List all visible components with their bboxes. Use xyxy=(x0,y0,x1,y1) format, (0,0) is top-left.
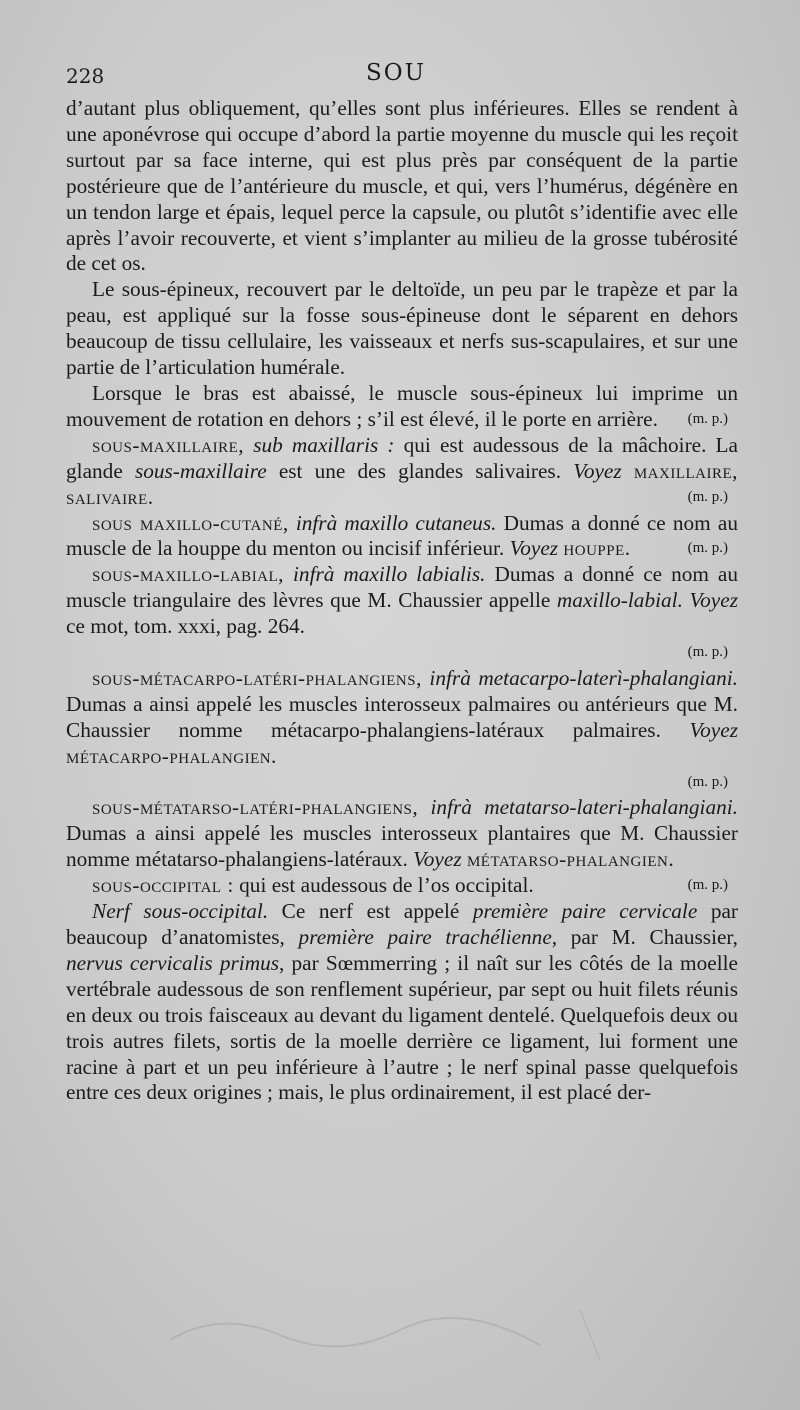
author-signature: (m. p.) xyxy=(687,540,728,557)
paragraph-lead: Nerf sous-occipital. xyxy=(92,899,269,924)
entry-term: sous-maxillaire, xyxy=(92,432,245,457)
entry-term: sous-métatarso-latéri-phalangiens, xyxy=(92,795,419,820)
dictionary-entry xyxy=(66,433,738,511)
entry-text: Dumas a donné ce nom au muscle triangulaire des lèvres que M. Chaussier appelle xyxy=(66,562,739,613)
author-signature: (m. p.) xyxy=(687,877,728,894)
dictionary-entry xyxy=(66,873,738,899)
paragraph-text: , par M. Chaussier, xyxy=(551,925,738,949)
entry-text: Dumas a ainsi appelé les muscles interosseux plantaires que M. Chaussier nomme métatarso-phalangiens-latéraux. xyxy=(66,821,738,872)
entry-text: qui est audessous de la mâchoire. La glande xyxy=(66,432,739,483)
body-text xyxy=(66,96,738,1106)
paragraph-text: par beaucoup d’anatomistes, xyxy=(66,899,739,949)
paragraph-text: Ce nerf est appelé xyxy=(281,899,460,924)
page-number: 228 xyxy=(66,64,105,88)
cross-reference: maxillaire, salivaire. xyxy=(66,458,738,509)
page-header xyxy=(66,60,738,96)
entry-latin: sub maxillaris : xyxy=(253,432,395,457)
paragraph-text: Lorsque le bras est abaissé, le muscle sous-épineux lui imprime un mouvement de rotation en dehors ; s’il est élevé, il le porte en arrière. xyxy=(66,380,738,431)
cross-reference: métacarpo-phalangien. xyxy=(66,743,277,768)
paragraph-text: , par Sœmmerring ; il naît sur les côtés de la moelle vertébrale audessous de son renflement supérieur, par sept ou huit filets réunis en deux ou trois faisceaux au devant du ligament dentelé. Quelquefois deux ou trois autres filets, sortis de la moelle derrière ce ligament, lui forment une racine à part et un peu inférieure à l’autre ; le nerf spinal passe quelquefois entre ces deux origines ; mais, le plus ordinairement, il est placé der- xyxy=(66,950,738,1105)
paragraph xyxy=(66,899,738,1106)
running-head: SOU xyxy=(366,60,426,86)
author-signature: (m. p.) xyxy=(687,488,728,505)
author-signature: (m. p.) xyxy=(687,773,728,790)
page-bleed-through xyxy=(160,1300,620,1370)
cross-reference: houppe. xyxy=(563,536,631,561)
paragraph: d’autant plus obliquement, qu’elles sont plus inférieures. Elles se rendent à une aponévrose qui occupe d’abord la partie moyenne du muscle qui les reçoit surtout par sa face interne, qui est plus près par conséquent de la partie postérieure que de l’antérieure du muscle, et qui, vers l’humérus, dégénère en un tendon large et épais, lequel perce la capsule, ou plutôt s’identifie avec elle après l’avoir recouverte, et vient s’implanter au milieu de la grosse tubérosité de cet os. xyxy=(66,96,738,276)
dictionary-entry xyxy=(66,666,738,796)
paragraph xyxy=(66,381,738,433)
entry-latin: infrà maxillo labialis. xyxy=(293,562,486,587)
entry-text: qui est audessous de l’os occipital. xyxy=(239,873,534,898)
entry-term: sous maxillo-cutané, xyxy=(92,510,289,535)
entry-latin: infrà maxillo cutaneus. xyxy=(295,510,497,535)
entry-latin: infrà metacarpo-laterì-phalangiani. xyxy=(429,665,738,690)
voyez-label: Voyez xyxy=(413,847,462,872)
entry-italic: maxillo-labial. xyxy=(556,588,683,613)
voyez-label: Voyez xyxy=(689,588,739,613)
entry-text: est une des glandes salivaires. xyxy=(278,458,562,483)
author-signature: (m. p.) xyxy=(687,644,728,661)
entry-term: sous-maxillo-labial, xyxy=(92,562,285,587)
voyez-label: Voyez xyxy=(509,536,559,561)
voyez-label: Voyez xyxy=(573,458,622,483)
paragraph: Le sous-épineux, recouvert par le deltoïde, un peu par le trapèze et par la peau, est appliqué sur la fosse sous-épineuse dont le séparent en dehors beaucoup de tissu cellulaire, les vaisseaux et nerfs sus-scapulaires, et sur une partie de l’articulation humérale. xyxy=(66,277,738,380)
paragraph-italic: nervus cervicalis primus xyxy=(66,950,280,975)
author-signature: (m. p.) xyxy=(687,410,728,427)
entry-text: ce mot, tom. xxxi, pag. 264. xyxy=(66,614,305,639)
entry-text: Dumas a donné ce nom au muscle de la houppe du menton ou incisif inférieur. xyxy=(66,510,738,561)
paragraph-italic: première paire cervicale xyxy=(472,899,698,924)
cross-reference: métatarso-phalangien. xyxy=(466,847,675,872)
dictionary-entry xyxy=(66,511,738,563)
entry-term: sous-métacarpo-latéri-phalangiens, xyxy=(92,665,422,690)
dictionary-entry xyxy=(66,562,738,666)
entry-italic: sous-maxillaire xyxy=(134,458,267,483)
entry-text: Dumas a ainsi appelé les muscles interosseux palmaires ou antérieurs que M. Chaussier nomme métacarpo-phalangiens-latéraux palmaires. xyxy=(66,691,738,742)
entry-latin: infrà metatarso-lateri-phalangiani. xyxy=(430,795,738,820)
entry-term: sous-occipital : xyxy=(92,873,234,898)
paragraph-italic: première paire trachélienne xyxy=(298,925,552,949)
voyez-label: Voyez xyxy=(689,717,739,742)
